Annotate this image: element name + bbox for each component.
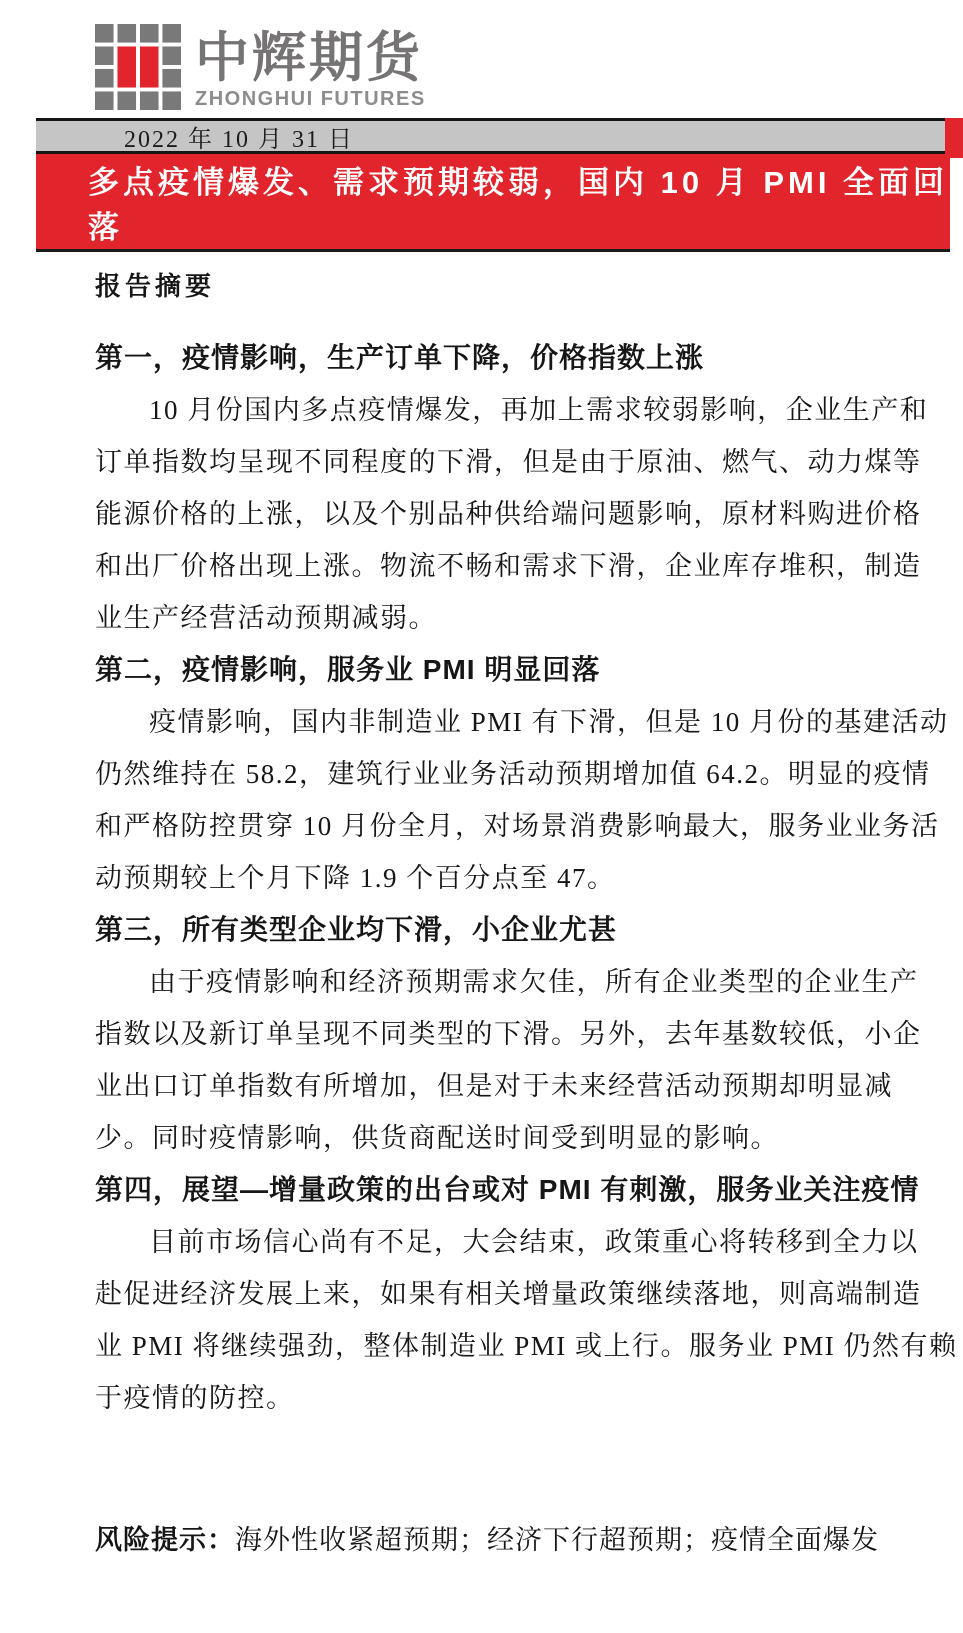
paragraph-line: 由于疫情影响和经济预期需求欠佳，所有企业类型的企业生产	[149, 967, 919, 997]
paragraph-line: 订单指数均呈现不同程度的下滑，但是由于原油、燃气、动力煤等	[95, 447, 922, 477]
zhonghui-logo-icon	[95, 24, 181, 110]
section-4	[95, 1164, 958, 1424]
risk-warning-text: 海外性收紧超预期；经济下行超预期；疫情全面爆发	[235, 1525, 879, 1555]
section-3-heading: 第三，所有类型企业均下滑，小企业尤甚	[95, 914, 618, 945]
paragraph-line: 10 月份国内多点疫情爆发，再加上需求较弱影响，企业生产和	[149, 395, 929, 425]
summary-label: 报告摘要	[95, 271, 216, 301]
section-1-paragraph	[95, 384, 929, 644]
paragraph-line: 仍然维持在 58.2，建筑行业业务活动预期增加值 64.2。明显的疫情	[95, 759, 931, 789]
risk-warning-label: 风险提示：	[95, 1525, 235, 1555]
report-body	[95, 266, 958, 1566]
section-3	[95, 904, 920, 1164]
paragraph-line: 赴促进经济发展上来，如果有相关增量政策继续落地，则高端制造	[95, 1279, 922, 1309]
paragraph-line: 疫情影响，国内非制造业 PMI 有下滑，但是 10 月份的基建活动	[149, 707, 949, 737]
section-3-paragraph	[95, 956, 920, 1164]
company-name-en: ZHONGHUI FUTURES	[195, 88, 426, 110]
section-2	[95, 644, 949, 904]
paragraph-line: 指数以及新订单呈现不同类型的下滑。另外，去年基数较低，小企	[95, 1019, 922, 1049]
company-name-cn: 中辉期货	[195, 28, 423, 89]
section-4-paragraph	[95, 1216, 958, 1424]
paragraph-line: 能源价格的上涨，以及个别品种供给端问题影响，原材料购进价格	[95, 499, 922, 529]
header	[0, 0, 963, 112]
paragraph-line: 和严格防控贯穿 10 月份全月，对场景消费影响最大，服务业业务活	[95, 811, 940, 841]
paragraph-line: 业出口订单指数有所增加，但是对于未来经营活动预期却明显减	[95, 1071, 893, 1101]
paragraph-line: 业 PMI 将继续强劲，整体制造业 PMI 或上行。服务业 PMI 仍然有赖	[95, 1331, 958, 1361]
section-4-heading: 第四，展望—增量政策的出台或对 PMI 有刺激，服务业关注疫情	[95, 1174, 920, 1205]
report-title: 多点疫情爆发、需求预期较弱，国内 10 月 PMI 全面回落	[88, 164, 949, 245]
date-bar-red-accent	[945, 118, 963, 158]
date-bar	[36, 118, 963, 154]
company-logo	[195, 24, 426, 110]
report-date: 2022 年 10 月 31 日	[36, 118, 945, 154]
paragraph-line: 目前市场信心尚有不足，大会结束，政策重心将转移到全力以	[149, 1227, 919, 1257]
section-1-heading: 第一，疫情影响，生产订单下降，价格指数上涨	[95, 342, 705, 373]
section-1	[95, 332, 929, 644]
report-title-banner	[36, 154, 950, 252]
paragraph-line: 动预期较上个月下降 1.9 个百分点至 47。	[95, 863, 616, 893]
section-2-heading: 第二，疫情影响，服务业 PMI 明显回落	[95, 654, 601, 685]
paragraph-line: 少。同时疫情影响，供货商配送时间受到明显的影响。	[95, 1123, 779, 1153]
section-2-paragraph	[95, 696, 949, 904]
risk-warning	[95, 1514, 920, 1566]
paragraph-line: 和出厂价格出现上涨。物流不畅和需求下滑，企业库存堆积，制造	[95, 551, 922, 581]
paragraph-line: 业生产经营活动预期减弱。	[95, 603, 437, 633]
paragraph-line: 于疫情的防控。	[95, 1383, 295, 1413]
